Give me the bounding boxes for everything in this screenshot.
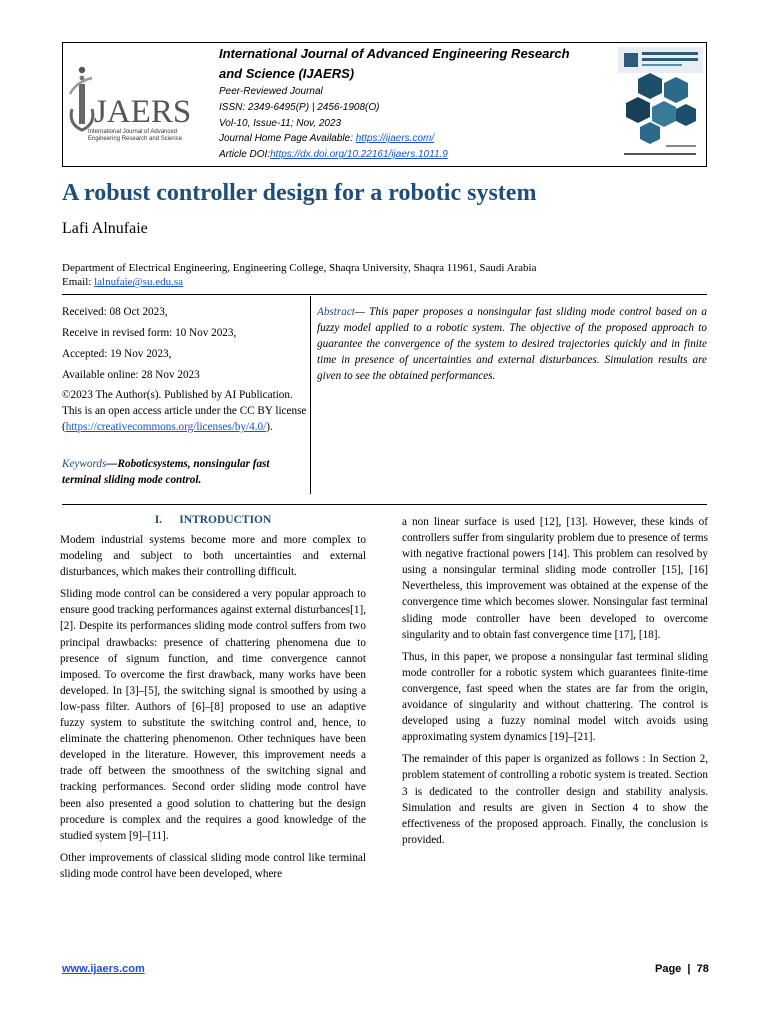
paper-title: A robust controller design for a robotic system (62, 180, 537, 206)
email-label: Email: (62, 276, 95, 288)
volume-label: Vol-10, Issue-11; Nov, 2023 (219, 118, 342, 129)
doi-line (219, 149, 448, 160)
info-box-top-rule (62, 294, 707, 295)
email-link[interactable]: lalnufaie@su.edu.sa (94, 276, 184, 288)
section-heading: I. INTRODUCTION (154, 514, 272, 526)
abstract-block (317, 304, 707, 384)
body-column-left (60, 532, 366, 888)
accepted-date: Accepted: 19 Nov 2023, (62, 348, 172, 360)
revised-date: Receive in revised form: 10 Nov 2023, (62, 327, 237, 339)
logo-subtitle-1: International Journal of Advanced (88, 129, 178, 135)
abstract-label: Abstract (317, 306, 355, 318)
journal-title-line1: International Journal of Advanced Engineering Research (219, 46, 570, 61)
homepage-line (219, 133, 434, 144)
journal-title-line2: and Science (IJAERS) (219, 66, 355, 81)
footer-website-link[interactable]: www.ijaers.com (62, 963, 145, 975)
paragraph: Modem industrial systems become more and more complex to modeling and subject to both uncertainties and external disturbances, which makes their controlling difficult. (60, 534, 366, 579)
ijaers-logo (66, 64, 206, 144)
paragraph: Thus, in this paper, we propose a nonsingular fast terminal sliding mode controller for a robotic system which guarantees finite-time convergence, fast speed when the states are far from the origin, avoidance of singularity and without chattering. The control is developed using a fuzzy nominal model witch avoids using approximating system dynamics [19]–[21]. (402, 650, 708, 744)
issn-label: ISSN: 2349-6495(P) | 2456-1908(O) (219, 102, 380, 113)
paragraph: The remainder of this paper is organized as follows : In Section 2, problem statement of controlling a robotic system is treated. Section 3 is dedicated to the controller design and stability analysis. Simulation and results are given in Section 4 to show the effectiveness of the proposed approach. Finally, the conclusion is provided. (402, 753, 708, 846)
footer-page (655, 963, 709, 975)
info-box-divider (310, 296, 311, 494)
keywords-label: Keywords (62, 458, 107, 470)
doi-link[interactable]: https://dx.doi.org/10.22161/ijaers.1011.9 (270, 149, 448, 160)
license-end: ). (266, 421, 273, 433)
doi-label: Article DOI: (219, 149, 271, 160)
journal-cover-image (618, 47, 703, 163)
peer-reviewed-label: Peer-Reviewed Journal (219, 86, 323, 97)
homepage-label: Journal Home Page Available: (219, 133, 356, 144)
abstract-text: — This paper proposes a nonsingular fast sliding mode control based on a fuzzy model applied to a robotic system. The objective of the proposed approach to guarantee the convergence of the system to desired trajectories quickly and in finite time in presence of uncertainties and external disturbances. Simulation results are given to see the obtained performances. (317, 306, 707, 382)
logo-text: JAERS (94, 94, 192, 130)
paragraph: Sliding mode control can be considered a very popular approach to ensure good tracking performances against external disturbances[1],[2]. Despite its performances sliding mode control suffers from two principal drawbacks: presence of chattering phenomena due to presence of signum function, and time convergence cannot imposed. To overcome the first drawback, many works have been developed. In [3]–[5], the switching signal is smoothed by using a low-pass filter. Authors of [6]–[8] proposed to use an adaptive fuzzy system to substitute the switching control and, hence, to eliminate the chattering phenomenon. Other techniques have been developed in the literature. However, this improvement needs a trade off between the smoothness of the switching signal and tracking performances. Second order sliding mode control have been also presented a good solution to chattering but the design procedure is complex and the requires a good knowledge of the studied system [9]–[11]. (60, 588, 366, 842)
info-box-bottom-rule (62, 504, 707, 505)
body-column-right (402, 514, 708, 854)
homepage-link[interactable]: https://ijaers.com/ (355, 133, 435, 144)
received-date: Received: 08 Oct 2023, (62, 306, 168, 318)
page-separator: | (684, 963, 694, 975)
paragraph: a non linear surface is used [12], [13]. However, these kinds of controllers suffer from singularity problem due to presence of terms with negative fractional powers [14]. This problem can resolved by using a nonsingular terminal sliding mode controller [15], [16] Nevertheless, this improvement was obtained at the expense of the convergence time which becomes slower. Nonsingular fast terminal sliding mode controller have been developed to overcome singularity and to obtain fast convergence time [17], [18]. (402, 516, 708, 641)
license-text (62, 387, 307, 435)
page-number: 78 (696, 963, 709, 975)
logo-subtitle-2: Engineering Research and Science (88, 136, 183, 142)
keywords-text: —Roboticsystems, nonsingular fast terminal sliding mode control. (62, 458, 270, 486)
affiliation: Department of Electrical Engineering, Engineering College, Shaqra University, Shaqra 11961, Saudi Arabia (62, 262, 537, 274)
license-link[interactable]: https://creativecommons.org/licenses/by/4.0/ (65, 421, 267, 433)
keywords-block (62, 456, 307, 488)
online-date: Available online: 28 Nov 2023 (62, 369, 200, 381)
license-body: ©2023 The Author(s). Published by AI Publication. This is an open access article under the CC BY license ( (62, 389, 307, 433)
page-label: Page (655, 963, 682, 975)
email-line (62, 276, 183, 288)
author-name: Lafi Alnufaie (62, 220, 148, 237)
paragraph: Other improvements of classical sliding mode control like terminal sliding mode control have been developed, where (60, 851, 366, 880)
